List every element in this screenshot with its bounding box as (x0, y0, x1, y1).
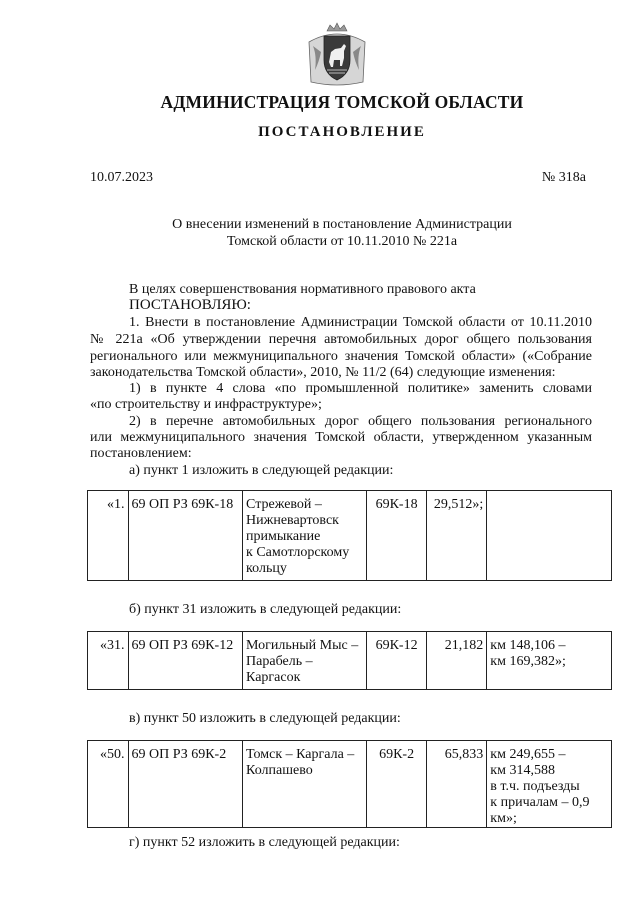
cell-road-length: 29,512»; (427, 491, 487, 581)
cell-road-id: 69 ОП РЗ 69К-2 (128, 741, 243, 828)
document-type: ПОСТАНОВЛЕНИЕ (258, 124, 426, 140)
intro-text: В целях совершенствования нормативного правового акта (129, 282, 476, 297)
cell-road-note: км 249,655 – км 314,588 в т.ч. подъезды к причалам – 0,9 км»; (487, 741, 612, 828)
cell-road-code: 69К-2 (366, 741, 427, 828)
document-subject (120, 216, 564, 250)
cell-road-id: 69 ОП РЗ 69К-12 (128, 632, 243, 690)
roads-table-item-1 (87, 490, 612, 581)
table-row (88, 491, 612, 581)
cell-road-length: 21,182 (427, 632, 487, 690)
amendment-item-b: б) пункт 31 изложить в следующей редакции: (129, 602, 402, 617)
resolve-heading: ПОСТАНОВЛЯЮ: (129, 297, 251, 313)
cell-road-name: Стрежевой – Нижневартовск примыкание к Самотлорскому кольцу (243, 491, 367, 581)
cell-road-id: 69 ОП РЗ 69К-18 (128, 491, 243, 581)
paragraph-line: регионального или межмуниципального значения Томской области» («Собрание (90, 349, 592, 364)
roads-table-item-31 (87, 631, 612, 690)
document-number: № 318а (541, 170, 586, 185)
cell-number: «50. (88, 741, 129, 828)
subject-line: Томской области от 10.11.2010 № 221а (226, 234, 458, 249)
cell-number: «1. (88, 491, 129, 581)
paragraph-line: или межмуниципального значения Томской области, утвержденном указанным (90, 430, 592, 445)
amendment-item-g: г) пункт 52 изложить в следующей редакции: (129, 835, 400, 850)
document-date: 10.07.2023 (90, 170, 153, 185)
cell-road-code: 69К-12 (366, 632, 427, 690)
amendment-item-v: в) пункт 50 изложить в следующей редакции: (129, 711, 401, 726)
cell-number: «31. (88, 632, 129, 690)
cell-road-name: Томск – Каргала – Колпашево (243, 741, 367, 828)
paragraph-line: № 221а «Об утверждении перечня автомобильных дорог общего пользования (90, 332, 592, 347)
paragraph-line: 1) в пункте 4 слова «по промышленной политике» заменить словами (129, 381, 592, 396)
amendment-item-a: а) пункт 1 изложить в следующей редакции: (129, 463, 394, 478)
paragraph-line: 2) в перечне автомобильных дорог общего пользования регионального (129, 414, 592, 429)
cell-road-note: км 148,106 – км 169,382»; (487, 632, 612, 690)
cell-road-code: 69К-18 (366, 491, 427, 581)
roads-table-item-50 (87, 740, 612, 828)
table-row (88, 741, 612, 828)
organization-title: АДМИНИСТРАЦИЯ ТОМСКОЙ ОБЛАСТИ (160, 92, 524, 112)
cell-road-note (487, 491, 612, 581)
coat-of-arms-emblem (303, 22, 371, 88)
subject-line: О внесении изменений в постановление Администрации (172, 217, 512, 232)
paragraph-line: 1. Внести в постановление Администрации Томской области от 10.11.2010 (129, 315, 592, 330)
cell-road-name: Могильный Мыс – Парабель – Каргасок (243, 632, 367, 690)
paragraph-line: законодательства Томской области», 2010, № 11/2 (64) следующие изменения: (90, 365, 556, 380)
cell-road-length: 65,833 (427, 741, 487, 828)
table-row (88, 632, 612, 690)
paragraph-line: постановлением: (90, 446, 192, 461)
paragraph-line: «по строительству и инфраструктуре»; (90, 397, 322, 412)
